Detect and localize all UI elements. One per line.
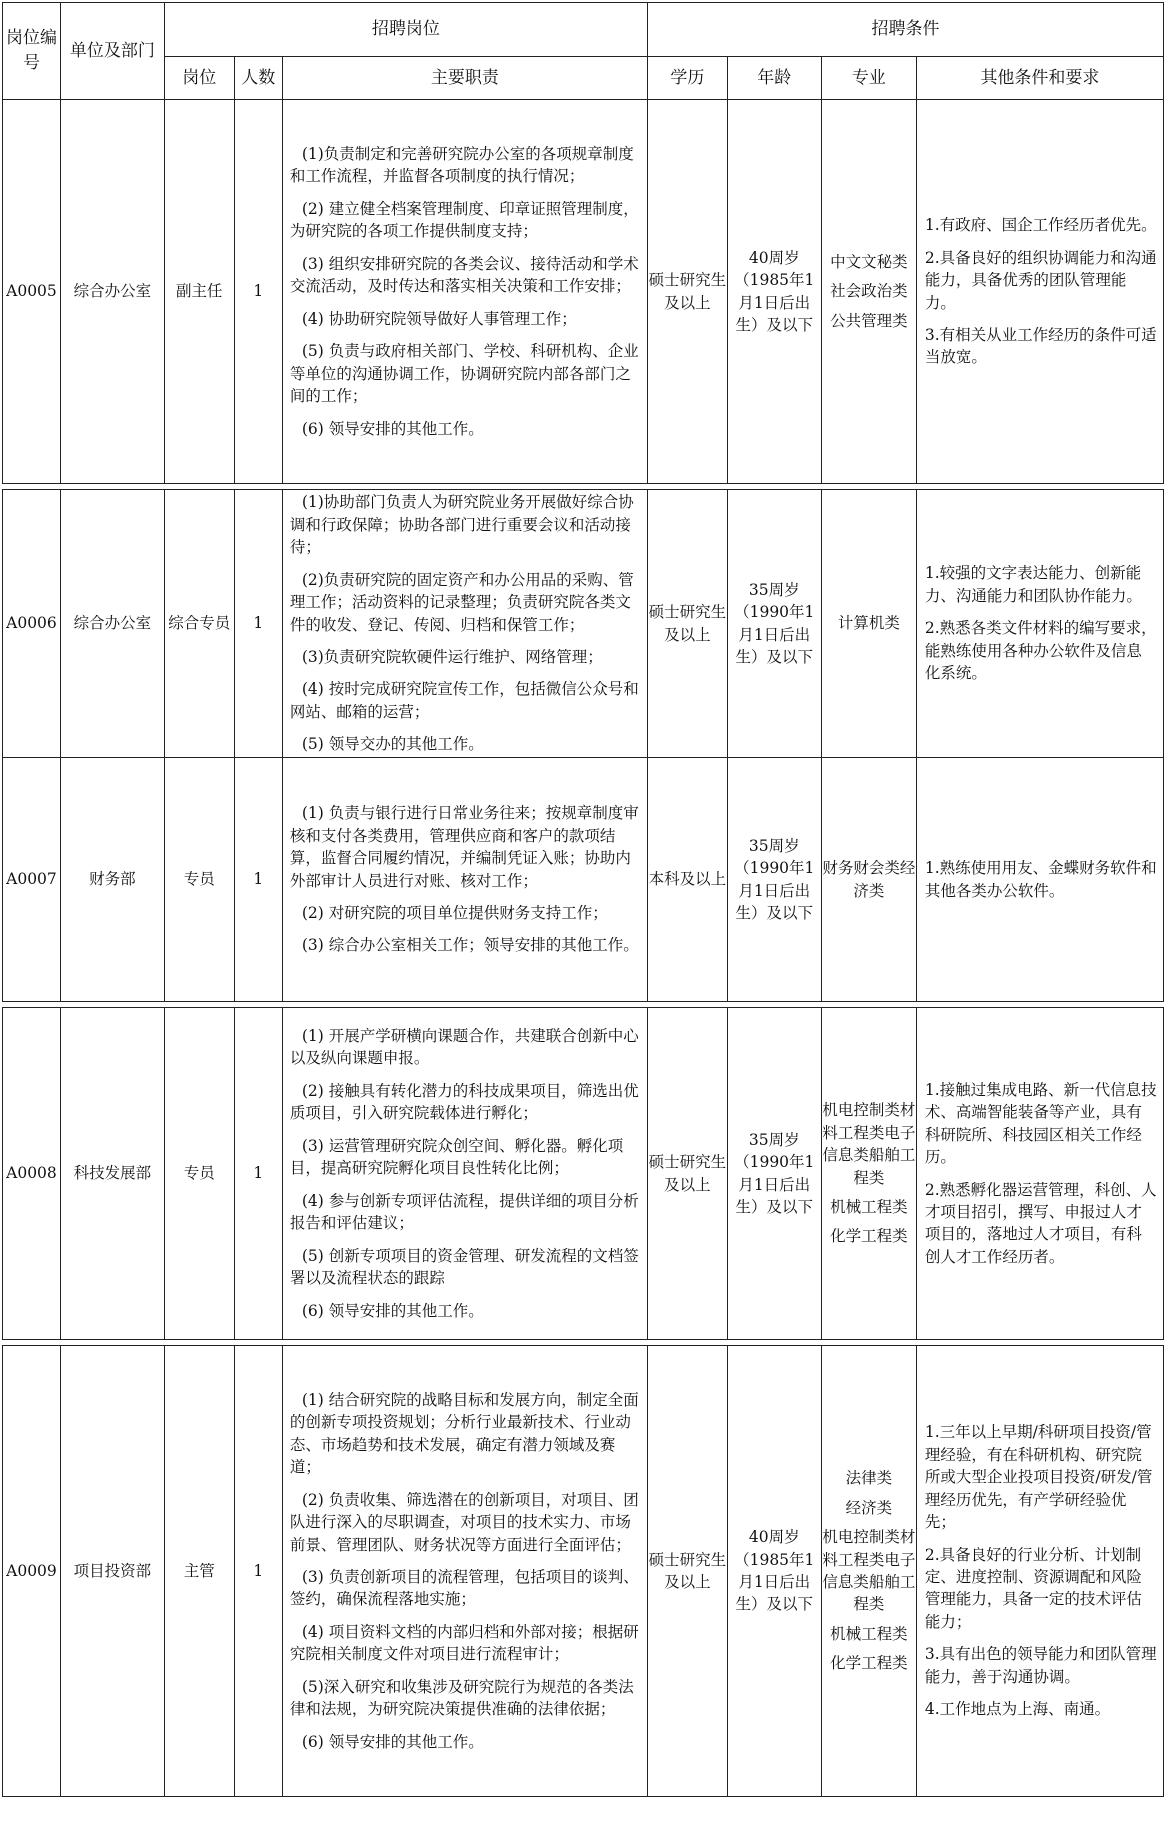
duty-item: (5) 领导交办的其他工作。 <box>301 735 484 754</box>
post-code: A0009 <box>3 1346 61 1797</box>
duties-cell <box>282 100 647 484</box>
duties-cell <box>282 490 647 758</box>
duty-item: (5)深入研究和收集涉及研究院行为规范的各类法律和法规，为研究院决策提供准确的法律依据； <box>289 1677 634 1719</box>
duty-item: (2) 建立健全档案管理制度、印章证照管理制度，为研究院的各项工作提供制度支持； <box>289 199 639 241</box>
duty-item: (4) 项目资料文档的内部归档和外部对接；根据研究院相关制度文件对项目进行流程审计； <box>289 1622 639 1664</box>
table-row <box>3 100 1164 484</box>
recruitment-table <box>2 2 1164 1797</box>
duties-cell <box>282 1008 647 1340</box>
requirement-item: 3.具有出色的领导能力和团队管理能力，善于沟通协调。 <box>924 1645 1157 1686</box>
major-item: 社会政治类 <box>830 282 908 301</box>
unit-name: 综合办公室 <box>60 100 164 484</box>
count-header: 人数 <box>234 57 282 100</box>
requirement-item: 1.熟练使用用友、金蝶财务软件和其他各类办公软件。 <box>924 859 1157 900</box>
post-no-header: 岗位编号 <box>3 3 61 100</box>
major-item: 化学工程类 <box>830 1654 908 1673</box>
major-item: 化学工程类 <box>830 1227 908 1246</box>
header-row-1 <box>3 3 1164 57</box>
requirement-item: 1.三年以上早期/科研项目投资/管理经验，有在科研机构、研究院所或大型企业投项目投资/研发/管理经历优先，有产学研经验优先； <box>924 1423 1153 1532</box>
post-title: 副主任 <box>164 100 234 484</box>
duty-item: (6) 领导安排的其他工作。 <box>301 1301 484 1320</box>
duty-item: (6) 领导安排的其他工作。 <box>301 1732 484 1751</box>
unit-name: 财务部 <box>60 758 164 1002</box>
table-body <box>3 3 1164 1797</box>
major-item: 机械工程类 <box>830 1197 908 1216</box>
education-requirement: 硕士研究生及以上 <box>647 100 727 484</box>
table-row <box>3 758 1164 1002</box>
major-item: 机械工程类 <box>830 1624 908 1643</box>
duties-cell <box>282 1346 647 1797</box>
duty-item: (1)负责制定和完善研究院办公室的各项规章制度和工作流程，并监督各项制度的执行情况； <box>289 144 634 186</box>
duty-item: (3) 负责创新项目的流程管理，包括项目的谈判、签约，确保流程落地实施； <box>289 1568 639 1609</box>
requirement-item: 2.熟悉各类文件材料的编写要求，能熟练使用各种办公软件及信息化系统。 <box>924 619 1157 683</box>
post-code: A0007 <box>3 758 61 1002</box>
education-header: 学历 <box>647 57 727 100</box>
duty-item: (1)协助部门负责人为研究院业务开展做好综合协调和行政保障；协助各部门进行重要会议和活动接待； <box>289 493 634 557</box>
table-row <box>3 490 1164 758</box>
headcount: 1 <box>234 1346 282 1797</box>
recruitment-table-sheet <box>2 2 1164 1797</box>
age-header: 年龄 <box>727 57 821 100</box>
duty-item: (5) 负责与政府相关部门、学校、科研机构、企业等单位的沟通协调工作，协调研究院内部各部门之间的工作； <box>289 342 639 406</box>
duty-item: (2) 接触具有转化潜力的科技成果项目，筛选出优质项目，引入研究院载体进行孵化； <box>289 1081 639 1123</box>
headcount: 1 <box>234 490 282 758</box>
requirements-cell <box>916 1008 1163 1340</box>
post-title: 主管 <box>164 1346 234 1797</box>
post-header: 岗位 <box>164 57 234 100</box>
post-code: A0006 <box>3 490 61 758</box>
duty-item: (3) 综合办公室相关工作；领导安排的其他工作。 <box>301 936 639 955</box>
post-code: A0005 <box>3 100 61 484</box>
age-requirement: 40周岁（1985年1月1日后出生）及以下 <box>727 100 821 484</box>
headcount: 1 <box>234 758 282 1002</box>
duty-item: (1) 结合研究院的战略目标和发展方向，制定全面的创新专项投资规划；分析行业最新技术、行业动态、市场趋势和技术发展，确定有潜力领域及赛道； <box>289 1390 639 1477</box>
major-item: 机电控制类材料工程类电子信息类船舶工程类 <box>822 1528 916 1614</box>
table-row <box>3 1008 1164 1340</box>
major-header: 专业 <box>821 57 916 100</box>
unit-name: 综合办公室 <box>60 490 164 758</box>
duty-item: (2) 负责收集、筛选潜在的创新项目，对项目、团队进行深入的尽职调查，对项目的技术实力、市场前景、管理团队、财务状况等方面进行全面评估； <box>289 1490 639 1554</box>
unit-header: 单位及部门 <box>60 3 164 100</box>
requirement-item: 2.具备良好的组织协调能力和沟通能力，具备优秀的团队管理能力。 <box>924 248 1157 312</box>
headcount: 1 <box>234 1008 282 1340</box>
majors-cell <box>821 100 916 484</box>
unit-name: 项目投资部 <box>60 1346 164 1797</box>
major-item: 财务财会类经济类 <box>822 859 916 900</box>
requirements-cell <box>916 100 1163 484</box>
post-title: 综合专员 <box>164 490 234 758</box>
requirement-item: 1.较强的文字表达能力、创新能力、沟通能力和团队协作能力。 <box>924 564 1142 605</box>
age-requirement: 40周岁（1985年1月1日后出生）及以下 <box>727 1346 821 1797</box>
recruit-post-header: 招聘岗位 <box>164 3 647 57</box>
age-requirement: 35周岁（1990年1月1日后出生）及以下 <box>727 490 821 758</box>
education-requirement: 本科及以上 <box>647 758 727 1002</box>
unit-name: 科技发展部 <box>60 1008 164 1340</box>
majors-cell <box>821 1346 916 1797</box>
requirement-item: 2.具备良好的行业分析、计划制定、进度控制、资源调配和风险管理能力，具备一定的技术评估能力； <box>924 1545 1142 1631</box>
duties-cell <box>282 758 647 1002</box>
post-title: 专员 <box>164 758 234 1002</box>
requirements-cell <box>916 490 1163 758</box>
education-requirement: 硕士研究生及以上 <box>647 1346 727 1797</box>
post-code: A0008 <box>3 1008 61 1340</box>
requirement-item: 4.工作地点为上海、南通。 <box>924 1700 1111 1719</box>
post-title: 专员 <box>164 1008 234 1340</box>
duty-item: (3)负责研究院软硬件运行维护、网络管理； <box>301 647 603 666</box>
major-item: 计算机类 <box>837 614 900 633</box>
requirement-item: 3.有相关从业工作经历的条件可适当放宽。 <box>924 325 1157 367</box>
duty-item: (3) 运营管理研究院众创空间、孵化器。孵化项目，提高研究院孵化项目良性转化比例； <box>289 1136 624 1178</box>
header-row-2 <box>3 57 1164 100</box>
education-requirement: 硕士研究生及以上 <box>647 1008 727 1340</box>
age-requirement: 35周岁（1990年1月1日后出生）及以下 <box>727 1008 821 1340</box>
duty-item: (2)负责研究院的固定资产和办公用品的采购、管理工作；活动资料的记录整理；负责研究院各类文件的收发、登记、传阅、归档和保管工作； <box>289 570 634 634</box>
requirement-item: 1.有政府、国企工作经历者优先。 <box>924 216 1157 235</box>
major-item: 机电控制类材料工程类电子信息类船舶工程类 <box>822 1101 916 1187</box>
duty-item: (2) 对研究院的项目单位提供财务支持工作； <box>301 903 608 922</box>
requirement-item: 2.熟悉孵化器运营管理，科创、人才项目招引，撰写、申报过人才项目的，落地过人才项目，有科创人才工作经历者。 <box>924 1180 1157 1266</box>
other-requirements-header: 其他条件和要求 <box>916 57 1163 100</box>
requirements-cell <box>916 758 1163 1002</box>
recruit-condition-header: 招聘条件 <box>647 3 1163 57</box>
requirement-item: 1.接触过集成电路、新一代信息技术、高端智能装备等产业，具有科研院所、科技园区相关工作经历。 <box>924 1080 1157 1167</box>
duty-item: (3) 组织安排研究院的各类会议、接待活动和学术交流活动，及时传达和落实相关决策和工作安排； <box>289 254 639 296</box>
duty-item: (6) 领导安排的其他工作。 <box>301 419 484 438</box>
majors-cell <box>821 490 916 758</box>
table-row <box>3 1346 1164 1797</box>
duty-item: (1) 开展产学研横向课题合作，共建联合创新中心以及纵向课题申报。 <box>289 1026 639 1068</box>
majors-cell <box>821 758 916 1002</box>
majors-cell <box>821 1008 916 1340</box>
duty-item: (4) 参与创新专项评估流程，提供详细的项目分析报告和评估建议； <box>289 1191 639 1233</box>
duty-item: (1) 负责与银行进行日常业务往来；按规章制度审核和支付各类费用，管理供应商和客户的款项结算，监督合同履约情况，并编制凭证入账；协助内外部审计人员进行对账、核对工作； <box>289 804 639 890</box>
duty-item: (4) 协助研究院领导做好人事管理工作； <box>301 309 577 328</box>
requirements-cell <box>916 1346 1163 1797</box>
major-item: 中文文秘类 <box>830 252 908 271</box>
duty-item: (4) 按时完成研究院宣传工作，包括微信公众号和网站、邮箱的运营； <box>289 680 639 721</box>
headcount: 1 <box>234 100 282 484</box>
major-item: 经济类 <box>845 1498 893 1517</box>
duties-header: 主要职责 <box>282 57 647 100</box>
major-item: 法律类 <box>845 1469 893 1488</box>
age-requirement: 35周岁（1990年1月1日后出生）及以下 <box>727 758 821 1002</box>
major-item: 公共管理类 <box>830 311 908 330</box>
duty-item: (5) 创新专项项目的资金管理、研发流程的文档签署以及流程状态的跟踪 <box>289 1246 639 1288</box>
education-requirement: 硕士研究生及以上 <box>647 490 727 758</box>
